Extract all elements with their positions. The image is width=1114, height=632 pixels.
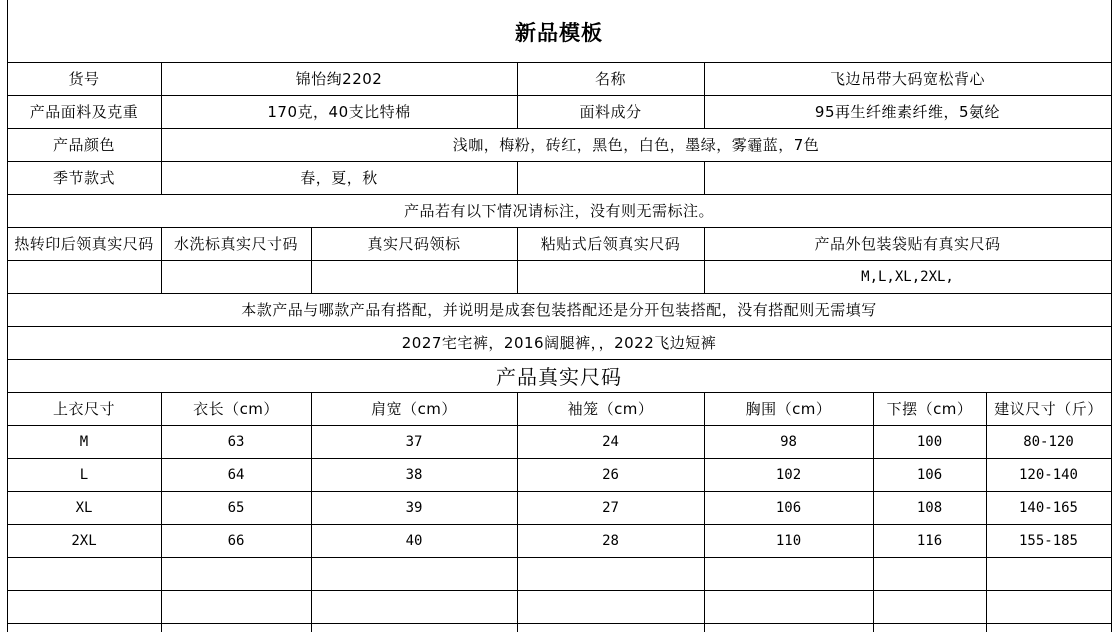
name-label[interactable]: 名称 [594,70,626,88]
label-value[interactable] [311,260,517,293]
size-cell[interactable]: 63 [227,433,245,450]
label-header[interactable]: 真实尺码领标 [367,235,461,253]
label-value[interactable]: M,L,XL,2XL, [861,268,954,285]
size-cell[interactable]: 140-165 [1018,499,1078,516]
empty-cell[interactable] [986,623,1111,632]
size-cell[interactable] [873,557,986,590]
fabric-value[interactable]: 170克，40支比特棉 [267,103,411,121]
size-cell[interactable]: 80-120 [1023,433,1074,450]
size-header[interactable]: 上衣尺寸 [52,400,115,418]
size-header[interactable]: 建议尺寸（斤） [994,400,1103,418]
size-cell[interactable]: 24 [602,433,619,450]
size-cell[interactable]: 108 [916,499,943,516]
size-cell[interactable] [7,590,161,623]
size-header[interactable]: 胸围（cm） [745,400,832,418]
size-cell[interactable]: 116 [916,532,943,549]
matching-prompt[interactable]: 本款产品与哪款产品有搭配，并说明是成套包装搭配还是分开包装搭配，没有搭配则无需填写 [241,301,877,319]
color-value[interactable]: 浅咖，梅粉，砖红，黑色，白色，墨绿，雾霾蓝，7色 [452,136,820,154]
size-header[interactable]: 肩宽（cm） [371,400,457,418]
empty-cell[interactable] [161,623,311,632]
size-cell[interactable] [161,590,311,623]
season-value[interactable]: 春，夏，秋 [300,169,378,187]
size-cell[interactable]: 120-140 [1018,466,1078,483]
empty-cell[interactable] [517,623,704,632]
size-cell[interactable] [311,590,517,623]
grid-line [1111,0,1112,632]
size-header[interactable]: 下摆（cm） [886,400,973,418]
size-table-title[interactable]: 产品真实尺码 [496,365,622,389]
notice-text[interactable]: 产品若有以下情况请标注，没有则无需标注。 [403,202,714,220]
size-header[interactable]: 衣长（cm） [193,400,279,418]
size-cell[interactable]: 39 [405,499,423,516]
size-cell[interactable]: XL [75,499,93,516]
label-value[interactable] [161,260,311,293]
size-cell[interactable]: 28 [602,532,619,549]
empty-cell[interactable] [704,623,873,632]
size-cell[interactable] [873,590,986,623]
composition-label[interactable]: 面料成分 [579,103,642,121]
size-cell[interactable]: 65 [227,499,245,516]
size-cell[interactable]: 38 [405,466,423,483]
color-label[interactable]: 产品颜色 [52,136,115,154]
season-label[interactable]: 季节款式 [52,169,115,187]
size-cell[interactable]: 110 [775,532,802,549]
size-cell[interactable] [7,557,161,590]
size-cell[interactable] [704,590,873,623]
label-value[interactable] [7,260,161,293]
label-header[interactable]: 热转印后领真实尺码 [14,235,154,253]
size-cell[interactable]: 155-185 [1018,532,1078,549]
empty-cell[interactable] [7,623,161,632]
season-extra-cell[interactable] [704,161,1111,194]
empty-cell[interactable] [873,623,986,632]
size-cell[interactable] [986,590,1111,623]
item-no-value[interactable]: 锦怡绚2202 [295,70,383,88]
size-cell[interactable]: 102 [775,466,802,483]
matching-value[interactable]: 2027宅宅裤，2016阔腿裤，，2022飞边短裤 [401,334,717,352]
size-cell[interactable] [986,557,1111,590]
label-value[interactable] [517,260,704,293]
size-cell[interactable] [704,557,873,590]
size-cell[interactable] [517,557,704,590]
size-header[interactable]: 袖笼（cm） [567,400,654,418]
size-cell[interactable]: 100 [916,433,943,450]
fabric-label[interactable]: 产品面料及克重 [29,103,139,121]
empty-cell[interactable] [311,623,517,632]
label-header[interactable]: 粘贴式后领真实尺码 [540,235,681,253]
size-cell[interactable] [311,557,517,590]
size-cell[interactable]: L [79,466,89,483]
size-cell[interactable]: 106 [775,499,802,516]
size-cell[interactable]: 64 [227,466,245,483]
size-cell[interactable]: 27 [602,499,619,516]
season-extra-cell[interactable] [517,161,704,194]
size-cell[interactable]: 2XL [71,532,97,549]
size-cell[interactable]: 98 [780,433,797,450]
composition-value[interactable]: 95再生纤维素纤维，5氨纶 [814,103,1001,121]
size-cell[interactable]: 26 [602,466,619,483]
item-no-label[interactable]: 货号 [68,70,100,88]
size-cell[interactable] [517,590,704,623]
size-cell[interactable]: M [79,433,89,450]
size-cell[interactable]: 66 [227,532,245,549]
size-cell[interactable]: 37 [405,433,423,450]
name-value[interactable]: 飞边吊带大码宽松背心 [829,70,985,88]
size-cell[interactable]: 106 [916,466,943,483]
label-header[interactable]: 产品外包装袋贴有真实尺码 [814,235,1001,253]
sheet-title[interactable]: 新品模板 [515,21,603,45]
size-cell[interactable] [161,557,311,590]
size-cell[interactable]: 40 [405,532,423,549]
label-header[interactable]: 水洗标真实尺寸码 [173,235,298,253]
